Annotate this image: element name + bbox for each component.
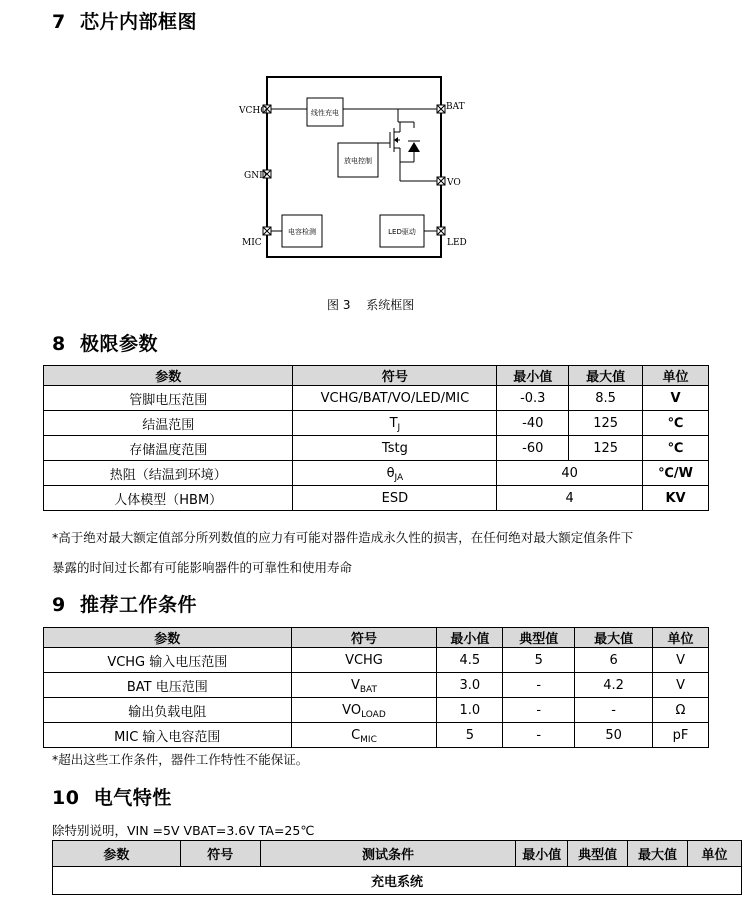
symbol-main: V [350,677,360,693]
section-title: 芯片内部框图 [79,11,197,33]
section-title: 推荐工作条件 [79,594,197,616]
param-cell: MIC 输入电容范围 [44,723,292,748]
section-10-heading [52,783,172,810]
col-header: 最小值 [516,841,568,867]
col-header: 单位 [643,366,709,386]
symbol-sub: LOAD [361,709,386,720]
symbol-main: C [351,727,361,743]
recommended-conditions-note: *超出这些工作条件，器件工作特性不能保证。 [52,752,309,767]
symbol-cell: Tstg [293,436,497,461]
max-cell: - [575,698,653,723]
col-header: 参数 [44,628,292,648]
table-row [44,673,709,698]
value-cell: 40 [497,461,643,486]
table-row [44,411,709,436]
param-cell: 管脚电压范围 [44,386,293,411]
symbol-cell: VCHG/BAT/VO/LED/MIC [293,386,497,411]
symbol-sub: JA [394,472,404,483]
unit-cell: pF [653,723,709,748]
min-cell: -0.3 [497,386,569,411]
section-number: 8 [52,333,66,355]
section-9-heading [52,590,197,617]
typ-cell: 5 [503,648,575,673]
table-row [44,723,709,748]
block-cap-detect-label: 电容检测 [288,228,316,236]
unit-cell: V [643,386,709,411]
col-header: 符号 [180,841,260,867]
max-cell: 8.5 [569,386,643,411]
recommended-conditions-table [43,627,709,748]
pin-mic-label: MIC [242,238,262,248]
typ-cell: - [503,698,575,723]
electrical-conditions: 除特别说明，VIN =5V VBAT=3.6V TA=25℃ [52,823,315,838]
col-header: 最小值 [497,366,569,386]
pin-gnd-label: GND [244,171,267,181]
symbol-sub: J [397,422,401,433]
param-cell: 输出负载电阻 [44,698,292,723]
subheader-cell: 充电系统 [53,867,742,895]
symbol-sub: BAT [359,684,377,695]
block-led-driver-label: LED驱动 [388,228,416,236]
unit-cell: ℃/W [643,461,709,486]
col-header: 符号 [291,628,437,648]
typ-cell: - [503,673,575,698]
typ-cell: - [503,723,575,748]
symbol-cell [293,461,497,486]
col-header: 典型值 [568,841,628,867]
block-linear-charge-label: 线性充电 [311,109,339,117]
table-row [44,461,709,486]
mosfet-arrow-icon [394,137,398,143]
param-cell: VCHG 输入电压范围 [44,648,292,673]
pin-vchg-label: VCHG [239,106,268,116]
block-discharge-control-label: 放电控制 [344,157,372,165]
pin-led-label: LED [447,238,467,248]
col-header: 测试条件 [260,841,516,867]
col-header: 最大值 [569,366,643,386]
min-cell: 3.0 [437,673,503,698]
max-cell: 125 [569,411,643,436]
block-diagram [230,70,490,270]
col-header: 符号 [293,366,497,386]
table-row [44,648,709,673]
col-header: 最大值 [628,841,688,867]
symbol-sub: MIC [360,734,377,745]
param-cell: 存储温度范围 [44,436,293,461]
electrical-characteristics-table [52,840,742,895]
col-header: 最小值 [437,628,503,648]
min-cell: 5 [437,723,503,748]
unit-cell: Ω [653,698,709,723]
table-subheader-row [53,867,742,895]
symbol-main: T [389,415,398,431]
min-cell: -40 [497,411,569,436]
table-row [44,436,709,461]
table-header-row [44,628,709,648]
col-header: 参数 [53,841,181,867]
col-header: 典型值 [503,628,575,648]
body-diode-icon [408,142,420,152]
section-7-heading [52,7,197,34]
max-cell: 6 [575,648,653,673]
table-row [44,698,709,723]
col-header: 最大值 [575,628,653,648]
max-cell: 4.2 [575,673,653,698]
table-header-row [53,841,742,867]
section-8-heading [52,329,158,356]
section-number: 7 [52,11,66,33]
symbol-cell [291,673,437,698]
symbol-cell [291,723,437,748]
symbol-cell: VCHG [291,648,437,673]
param-cell: 热阻（结温到环境） [44,461,293,486]
unit-cell: V [653,648,709,673]
param-cell: 人体模型（HBM） [44,486,293,511]
pin-vo-label: VO [447,178,461,188]
param-cell: BAT 电压范围 [44,673,292,698]
absolute-max-note-line2: 暴露的时间过长都有可能影响器件的可靠性和使用寿命 [52,560,353,575]
symbol-main: VO [342,702,362,718]
unit-cell: V [653,673,709,698]
absolute-max-note-line1: *高于绝对最大额定值部分所列数值的应力有可能对器件造成永久性的损害，在任何绝对最大额定值条件下 [52,530,634,545]
pin-bat-label: BAT [446,102,465,112]
max-cell: 125 [569,436,643,461]
min-cell: 1.0 [437,698,503,723]
symbol-cell: ESD [293,486,497,511]
figure-caption: 图 3 系统框图 [327,298,415,312]
param-cell: 结温范围 [44,411,293,436]
unit-cell: ℃ [643,411,709,436]
table-row [44,386,709,411]
min-cell: -60 [497,436,569,461]
section-number: 10 [52,787,80,809]
section-title: 电气特性 [93,787,172,809]
col-header: 单位 [688,841,742,867]
symbol-cell [291,698,437,723]
table-row [44,486,709,511]
section-number: 9 [52,594,66,616]
section-title: 极限参数 [79,333,158,355]
min-cell: 4.5 [437,648,503,673]
max-cell: 50 [575,723,653,748]
symbol-cell [293,411,497,436]
absolute-max-table [43,365,709,511]
value-cell: 4 [497,486,643,511]
unit-cell: KV [643,486,709,511]
unit-cell: ℃ [643,436,709,461]
symbol-main: θ [386,465,395,481]
table-header-row [44,366,709,386]
col-header: 参数 [44,366,293,386]
col-header: 单位 [653,628,709,648]
